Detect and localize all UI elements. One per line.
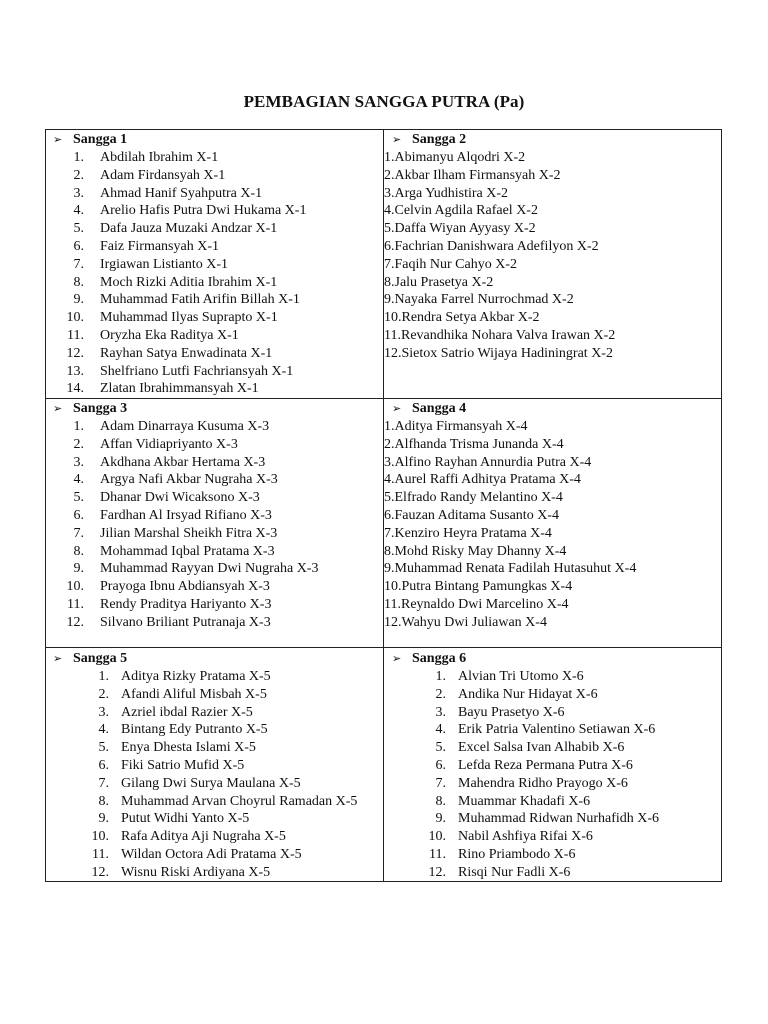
member-name: Arelio Hafis Putra Dwi Hukama X-1 [100, 203, 307, 219]
member-number: 7. [384, 525, 395, 541]
member-name: Putut Widhi Yanto X-5 [121, 811, 250, 827]
member-name: Dhanar Dwi Wicaksono X-3 [100, 490, 260, 506]
member-number: 7. [384, 256, 395, 272]
member-number: 6. [98, 757, 109, 773]
member-name: Nabil Ashfiya Rifai X-6 [458, 829, 593, 845]
member-name: Bayu Prasetyo X-6 [458, 704, 565, 720]
member-item [89, 686, 357, 704]
member-name: Rayhan Satya Enwadinata X-1 [100, 345, 273, 361]
member-name: Revandhika Nohara Valva Irawan X-2 [400, 327, 616, 343]
member-name: Silvano Briliant Putranaja X-3 [100, 614, 271, 630]
group-cell-sangga-3 [46, 399, 384, 648]
group-name: Sangga 2 [412, 132, 467, 147]
member-number: 5. [73, 221, 84, 237]
member-name: Kenziro Heyra Pratama X-4 [394, 525, 552, 541]
member-number: 9. [435, 811, 446, 827]
member-item [64, 454, 319, 472]
member-name: Azriel ibdal Razier X-5 [121, 704, 253, 720]
member-number: 9. [384, 561, 395, 577]
member-number: 14. [66, 381, 84, 397]
member-number: 13. [66, 363, 84, 379]
member-number: 11. [67, 327, 84, 343]
member-name: Rafa Aditya Aji Nugraha X-5 [121, 829, 286, 845]
member-number: 12. [428, 864, 446, 880]
member-item [89, 775, 357, 793]
group-name: Sangga 6 [412, 651, 467, 666]
member-item [424, 757, 659, 775]
member-name: Shelfriano Lutfi Fachriansyah X-1 [100, 363, 294, 379]
member-item [64, 167, 306, 185]
member-number: 1. [384, 150, 395, 165]
member-item [384, 327, 615, 345]
member-name: Lefda Reza Permana Putra X-6 [458, 757, 633, 773]
member-name: Dafa Jauza Muzaki Andzar X-1 [100, 221, 278, 237]
member-item [64, 525, 319, 543]
member-number: 10. [66, 579, 84, 595]
member-item [64, 327, 306, 345]
member-name: Nayaka Farrel Nurrochmad X-2 [394, 292, 574, 308]
member-item [384, 507, 636, 525]
member-item [64, 256, 306, 274]
member-number: 10. [384, 579, 402, 595]
group-cell-sangga-5 [46, 648, 384, 882]
member-name: Ahmad Hanif Syahputra X-1 [100, 185, 263, 201]
member-item [384, 471, 636, 489]
member-item [384, 454, 636, 472]
member-number: 5. [73, 490, 84, 506]
member-item [64, 202, 306, 220]
member-name: Rendy Praditya Hariyanto X-3 [100, 596, 272, 612]
member-name: Afandi Aliful Misbah X-5 [121, 686, 267, 702]
member-name: Faqih Nur Cahyo X-2 [394, 256, 517, 272]
group-name: Sangga 4 [412, 401, 467, 416]
member-item [384, 489, 636, 507]
member-list [424, 668, 659, 882]
arrow-bullet-icon: ➢ [392, 133, 402, 146]
member-name: Oryzha Eka Raditya X-1 [100, 327, 239, 343]
member-name: Reynaldo Dwi Marcelino X-4 [400, 596, 569, 612]
member-item [64, 489, 319, 507]
member-number: 11. [384, 596, 401, 612]
member-number: 11. [384, 327, 401, 343]
member-number: 5. [384, 221, 395, 237]
member-name: Wildan Octora Adi Pratama X-5 [121, 846, 302, 862]
member-number: 4. [435, 722, 446, 738]
member-item [384, 149, 615, 167]
member-item [89, 864, 357, 882]
member-number: 11. [67, 596, 84, 612]
member-number: 3. [98, 704, 109, 720]
member-item [89, 704, 357, 722]
member-name: Adam Firdansyah X-1 [100, 167, 226, 183]
member-number: 1. [73, 419, 84, 434]
member-name: Excel Salsa Ivan Alhabib X-6 [458, 740, 625, 756]
member-number: 8. [98, 793, 109, 809]
member-number: 1. [384, 419, 395, 434]
member-number: 11. [92, 846, 109, 862]
member-number: 3. [384, 454, 395, 470]
member-name: Affan Vidiapriyanto X-3 [100, 436, 238, 452]
member-name: Mohammad Iqbal Pratama X-3 [100, 543, 275, 559]
member-item [384, 436, 636, 454]
member-name: Abimanyu Alqodri X-2 [394, 150, 526, 165]
member-item [384, 202, 615, 220]
member-name: Muhammad Rayyan Dwi Nugraha X-3 [100, 561, 319, 577]
member-name: Celvin Agdila Rafael X-2 [394, 203, 538, 219]
group-table [45, 129, 722, 882]
group-cell-sangga-6 [384, 648, 721, 882]
member-number: 10. [91, 829, 109, 845]
member-item [384, 543, 636, 561]
group-cell-sangga-2 [384, 130, 721, 399]
member-item [64, 543, 319, 561]
member-item [64, 345, 306, 363]
member-name: Muhammad Renata Fadilah Hutasuhut X-4 [394, 561, 637, 577]
member-item [424, 704, 659, 722]
member-number: 9. [73, 292, 84, 308]
member-list [384, 149, 615, 363]
member-name: Elfrado Randy Melantino X-4 [394, 490, 563, 506]
member-item [64, 578, 319, 596]
member-item [64, 291, 306, 309]
member-name: Risqi Nur Fadli X-6 [458, 864, 571, 880]
member-item [64, 149, 306, 167]
group-heading [53, 131, 127, 149]
member-item [89, 810, 357, 828]
arrow-bullet-icon: ➢ [53, 133, 63, 146]
member-name: Fauzan Aditama Susanto X-4 [394, 507, 559, 523]
member-number: 6. [384, 507, 395, 523]
member-name: Fiki Satrio Mufid X-5 [121, 757, 245, 773]
member-name: Muhammad Ridwan Nurhafidh X-6 [458, 811, 660, 827]
member-number: 4. [73, 203, 84, 219]
member-item [424, 864, 659, 882]
member-item [64, 220, 306, 238]
member-number: 3. [73, 454, 84, 470]
member-number: 2. [73, 436, 84, 452]
member-name: Enya Dhesta Islami X-5 [121, 740, 256, 756]
member-number: 8. [384, 543, 395, 559]
member-number: 4. [384, 203, 395, 219]
member-number: 4. [384, 472, 395, 488]
member-number: 7. [73, 525, 84, 541]
arrow-bullet-icon: ➢ [53, 402, 63, 415]
member-name: Abdilah Ibrahim X-1 [100, 150, 219, 165]
member-name: Muhammad Ilyas Suprapto X-1 [100, 310, 278, 326]
arrow-bullet-icon: ➢ [392, 652, 402, 665]
member-name: Faiz Firmansyah X-1 [100, 238, 219, 254]
member-item [89, 846, 357, 864]
member-number: 5. [435, 740, 446, 756]
member-item [384, 185, 615, 203]
member-item [384, 309, 615, 327]
member-item [384, 578, 636, 596]
member-number: 9. [98, 811, 109, 827]
member-number: 12. [384, 614, 402, 630]
member-name: Moch Rizki Aditia Ibrahim X-1 [100, 274, 278, 290]
member-number: 9. [73, 561, 84, 577]
member-number: 1. [98, 669, 109, 684]
member-name: Adam Dinarraya Kusuma X-3 [100, 419, 270, 434]
member-name: Rino Priambodo X-6 [458, 846, 576, 862]
member-item [424, 739, 659, 757]
member-item [89, 757, 357, 775]
member-number: 2. [384, 436, 395, 452]
member-name: Daffa Wiyan Ayyasy X-2 [394, 221, 536, 237]
member-item [89, 828, 357, 846]
member-name: Muhammad Fatih Arifin Billah X-1 [100, 292, 300, 308]
member-item [384, 418, 636, 436]
member-item [384, 560, 636, 578]
member-item [384, 274, 615, 292]
member-name: Muammar Khadafi X-6 [458, 793, 591, 809]
member-item [64, 596, 319, 614]
group-cell-sangga-1 [46, 130, 384, 399]
member-item [89, 668, 357, 686]
member-number: 4. [98, 722, 109, 738]
member-name: Wahyu Dwi Juliawan X-4 [401, 614, 547, 630]
member-number: 3. [384, 185, 395, 201]
member-item [64, 560, 319, 578]
member-number: 5. [384, 490, 395, 506]
member-number: 1. [73, 150, 84, 165]
group-heading [53, 650, 127, 668]
member-item [424, 846, 659, 864]
member-name: Arga Yudhistira X-2 [394, 185, 509, 201]
member-list [64, 418, 319, 632]
group-name: Sangga 5 [73, 651, 128, 666]
member-item [64, 418, 319, 436]
member-number: 4. [73, 472, 84, 488]
member-item [424, 775, 659, 793]
member-name: Prayoga Ibnu Abdiansyah X-3 [100, 579, 270, 595]
member-list [64, 149, 306, 398]
member-item [384, 238, 615, 256]
member-number: 1. [435, 669, 446, 684]
member-name: Gilang Dwi Surya Maulana X-5 [121, 775, 301, 791]
member-name: Putra Bintang Pamungkas X-4 [401, 579, 573, 595]
member-item [64, 436, 319, 454]
group-name: Sangga 3 [73, 401, 128, 416]
group-name: Sangga 1 [73, 132, 128, 147]
member-name: Argya Nafi Akbar Nugraha X-3 [100, 472, 278, 488]
member-number: 10. [428, 829, 446, 845]
group-heading [392, 400, 466, 418]
member-name: Sietox Satrio Wijaya Hadiningrat X-2 [401, 345, 613, 361]
member-number: 10. [66, 310, 84, 326]
member-name: Aurel Raffi Adhitya Pratama X-4 [394, 472, 581, 488]
member-name: Akbar Ilham Firmansyah X-2 [394, 167, 561, 183]
member-item [384, 167, 615, 185]
member-number: 6. [435, 757, 446, 773]
member-name: Rendra Setya Akbar X-2 [401, 310, 540, 326]
member-item [64, 363, 306, 381]
member-name: Muhammad Arvan Choyrul Ramadan X-5 [121, 793, 358, 809]
member-name: Fachrian Danishwara Adefilyon X-2 [394, 238, 599, 254]
member-item [424, 828, 659, 846]
member-list [384, 418, 636, 632]
member-number: 7. [98, 775, 109, 791]
member-number: 8. [435, 793, 446, 809]
member-number: 8. [73, 274, 84, 290]
member-number: 6. [384, 238, 395, 254]
member-item [424, 668, 659, 686]
member-name: Alvian Tri Utomo X-6 [458, 669, 584, 684]
member-number: 8. [384, 274, 395, 290]
member-name: Alfhanda Trisma Junanda X-4 [394, 436, 564, 452]
member-number: 12. [66, 614, 84, 630]
member-item [424, 793, 659, 811]
member-number: 11. [429, 846, 446, 862]
group-cell-sangga-4 [384, 399, 721, 648]
member-number: 3. [73, 185, 84, 201]
member-number: 5. [98, 740, 109, 756]
member-number: 12. [91, 864, 109, 880]
member-list [89, 668, 357, 882]
member-item [64, 309, 306, 327]
member-number: 9. [384, 292, 395, 308]
member-name: Mohd Risky May Dhanny X-4 [394, 543, 567, 559]
member-item [424, 721, 659, 739]
group-heading [392, 131, 466, 149]
member-item [384, 525, 636, 543]
member-number: 2. [435, 686, 446, 702]
member-name: Aditya Firmansyah X-4 [394, 419, 528, 434]
member-number: 7. [435, 775, 446, 791]
member-item [384, 256, 615, 274]
member-item [384, 220, 615, 238]
group-heading [392, 650, 466, 668]
member-number: 2. [384, 167, 395, 183]
member-number: 2. [98, 686, 109, 702]
member-number: 8. [73, 543, 84, 559]
member-name: Jilian Marshal Sheikh Fitra X-3 [100, 525, 278, 541]
member-item [384, 291, 615, 309]
member-number: 12. [66, 345, 84, 361]
member-item [64, 274, 306, 292]
member-item [89, 721, 357, 739]
member-number: 7. [73, 256, 84, 272]
arrow-bullet-icon: ➢ [53, 652, 63, 665]
member-name: Zlatan Ibrahimmansyah X-1 [100, 381, 259, 397]
member-name: Wisnu Riski Ardiyana X-5 [121, 864, 271, 880]
member-item [64, 238, 306, 256]
member-name: Bintang Edy Putranto X-5 [121, 722, 268, 738]
member-name: Fardhan Al Irsyad Rifiano X-3 [100, 507, 272, 523]
member-name: Mahendra Ridho Prayogo X-6 [458, 775, 628, 791]
member-name: Alfino Rayhan Annurdia Putra X-4 [394, 454, 592, 470]
member-item [424, 810, 659, 828]
member-name: Erik Patria Valentino Setiawan X-6 [458, 722, 656, 738]
member-number: 2. [73, 167, 84, 183]
member-item [384, 345, 615, 363]
member-name: Aditya Rizky Pratama X-5 [121, 669, 271, 684]
member-name: Jalu Prasetya X-2 [394, 274, 494, 290]
member-number: 12. [384, 345, 402, 361]
member-item [64, 507, 319, 525]
member-item [89, 739, 357, 757]
member-item [424, 686, 659, 704]
member-item [384, 614, 636, 632]
member-item [64, 614, 319, 632]
member-item [64, 380, 306, 398]
member-item [64, 471, 319, 489]
member-name: Akdhana Akbar Hertama X-3 [100, 454, 266, 470]
member-name: Irgiawan Listianto X-1 [100, 256, 229, 272]
member-number: 6. [73, 238, 84, 254]
member-name: Andika Nur Hidayat X-6 [458, 686, 598, 702]
member-item [384, 596, 636, 614]
member-item [89, 793, 357, 811]
group-heading [53, 400, 127, 418]
member-number: 3. [435, 704, 446, 720]
document-title: PEMBAGIAN SANGGA PUTRA (Pa) [243, 92, 525, 111]
member-item [64, 185, 306, 203]
member-number: 6. [73, 507, 84, 523]
member-number: 10. [384, 310, 402, 326]
arrow-bullet-icon: ➢ [392, 402, 402, 415]
